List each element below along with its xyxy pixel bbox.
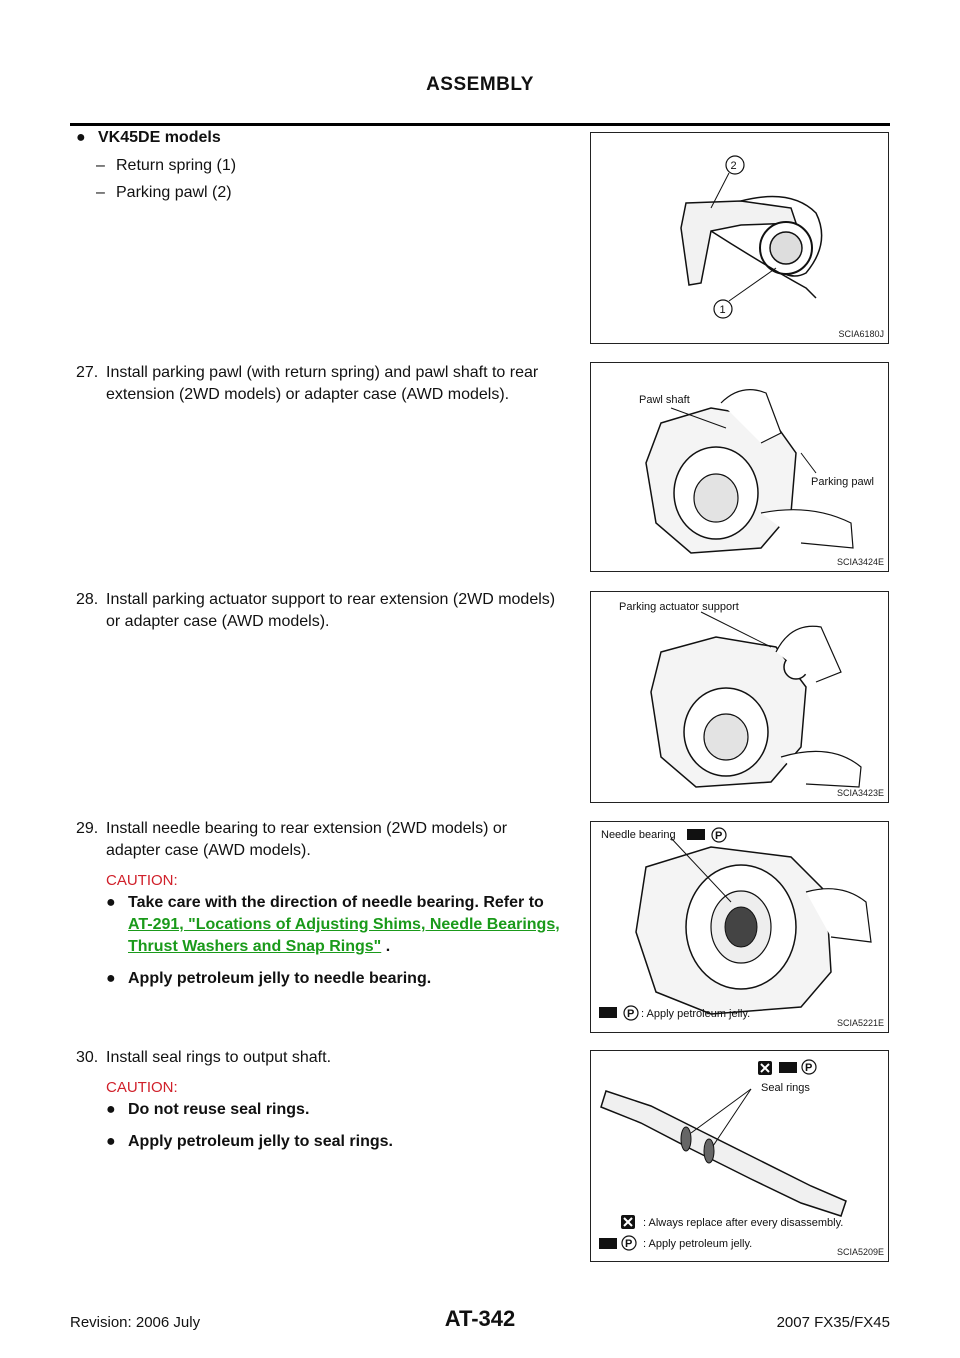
vk45-heading-text: VK45DE models [98,129,221,146]
petroleum-icon: P [805,1062,813,1074]
replace-icon [758,1061,772,1075]
step-29 [76,818,586,990]
caution-item [76,1131,586,1153]
figure-seal-rings [590,1050,889,1262]
petroleum-icon: P [625,1238,633,1250]
bullet-icon: ● [76,129,86,146]
figure-code: SCIA6180J [838,329,884,339]
petroleum-icon: P [627,1008,635,1020]
dash-icon: – [96,157,105,174]
jelly-icon [599,1007,617,1018]
legend-replace: : Always replace after every disassembly. [643,1217,844,1229]
step-27-line1 [76,362,586,384]
caution-item [76,1099,586,1121]
figure-code: SCIA5221E [836,1018,884,1028]
callout-needle-bearing: Needle bearing [601,829,676,841]
callout-parking-pawl: Parking pawl [811,476,874,488]
return-spring-illustration [591,133,888,343]
caution-text: Apply petroleum jelly to seal rings. [128,1133,393,1150]
bullet-icon: ● [106,1101,116,1118]
replace-icon [621,1215,635,1229]
jelly-icon [687,829,705,840]
link-suffix: . [381,938,391,955]
caution-item [76,892,586,914]
callout-actuator-support: Parking actuator support [619,601,739,613]
step-27 [76,362,586,406]
callout-2: 2 [730,160,737,172]
step-30-text: Install seal rings to output shaft. [106,1049,332,1066]
figure-code: SCIA5209E [836,1247,884,1257]
list-item [76,155,576,177]
reference-link[interactable]: AT-291, "Locations of Adjusting Shims, Needle Bearings, [128,916,560,933]
caution-label: CAUTION: [106,872,178,889]
step-28 [76,589,586,633]
step-28-line2: or adapter case (AWD models). [106,613,330,630]
step-28-line1 [76,589,586,611]
bullet-icon: ● [106,970,116,987]
vk45-block [76,127,576,204]
footer-revision: Revision: 2006 July [70,1314,201,1331]
seal-rings-illustration [591,1051,888,1261]
footer-model: 2007 FX35/FX45 [776,1314,890,1331]
figure-code: SCIA3423E [836,788,884,798]
caution-link-line1 [76,914,586,936]
callout-seal-rings: Seal rings [761,1082,810,1094]
step-30 [76,1047,586,1153]
caution-label: CAUTION: [106,1079,178,1096]
step-27-line2: extension (2WD models) or adapter case (AWD models). [106,386,510,403]
figure-return-spring [590,132,889,344]
caution-item [76,968,586,990]
reference-link-cont[interactable]: Thrust Washers and Snap Rings" [128,938,382,955]
step-29-line2: adapter case (AWD models). [106,842,311,859]
footer-page-number: AT-342 [444,1306,516,1331]
bullet-icon: ● [106,1133,116,1150]
legend-petroleum: : Apply petroleum jelly. [643,1238,753,1250]
figure-actuator-support [590,591,889,803]
step-29-line1 [76,818,586,840]
step-number: 27. [76,364,99,381]
page-title: ASSEMBLY [426,74,534,95]
caution-text: Do not reuse seal rings. [128,1101,310,1118]
dash-icon: – [96,184,105,201]
callout-1: 1 [719,304,726,316]
step-29-text: Install needle bearing to rear extension (2WD models) or [106,820,508,837]
step-number: 30. [76,1049,99,1066]
bullet-icon: ● [106,894,116,911]
jelly-icon [599,1238,617,1249]
figure-code: SCIA3424E [836,557,884,567]
callout-pawl-shaft: Pawl shaft [639,394,690,406]
list-item-text: Return spring (1) [116,157,237,174]
actuator-support-illustration [591,592,888,802]
pawl-shaft-illustration [591,363,888,571]
list-item-text: Parking pawl (2) [116,184,232,201]
step-number: 28. [76,591,99,608]
vk45-heading [76,127,576,149]
needle-bearing-illustration [591,822,888,1032]
figure-needle-bearing [590,821,889,1033]
step-27-text: Install parking pawl (with return spring) and pawl shaft to rear [106,364,539,381]
caution-text: Apply petroleum jelly to needle bearing. [128,970,432,987]
step-number: 29. [76,820,99,837]
petroleum-icon: P [715,830,723,842]
step-28-text: Install parking actuator support to rear extension (2WD models) [106,591,556,608]
step-30-line1 [76,1047,586,1069]
jelly-icon [779,1062,797,1073]
legend-petroleum: : Apply petroleum jelly. [641,1008,751,1020]
figure-pawl-shaft [590,362,889,572]
caution-text: Take care with the direction of needle bearing. Refer to [128,894,544,911]
title-rule [70,123,890,126]
caution-link-line2 [76,936,586,958]
list-item [76,182,576,204]
